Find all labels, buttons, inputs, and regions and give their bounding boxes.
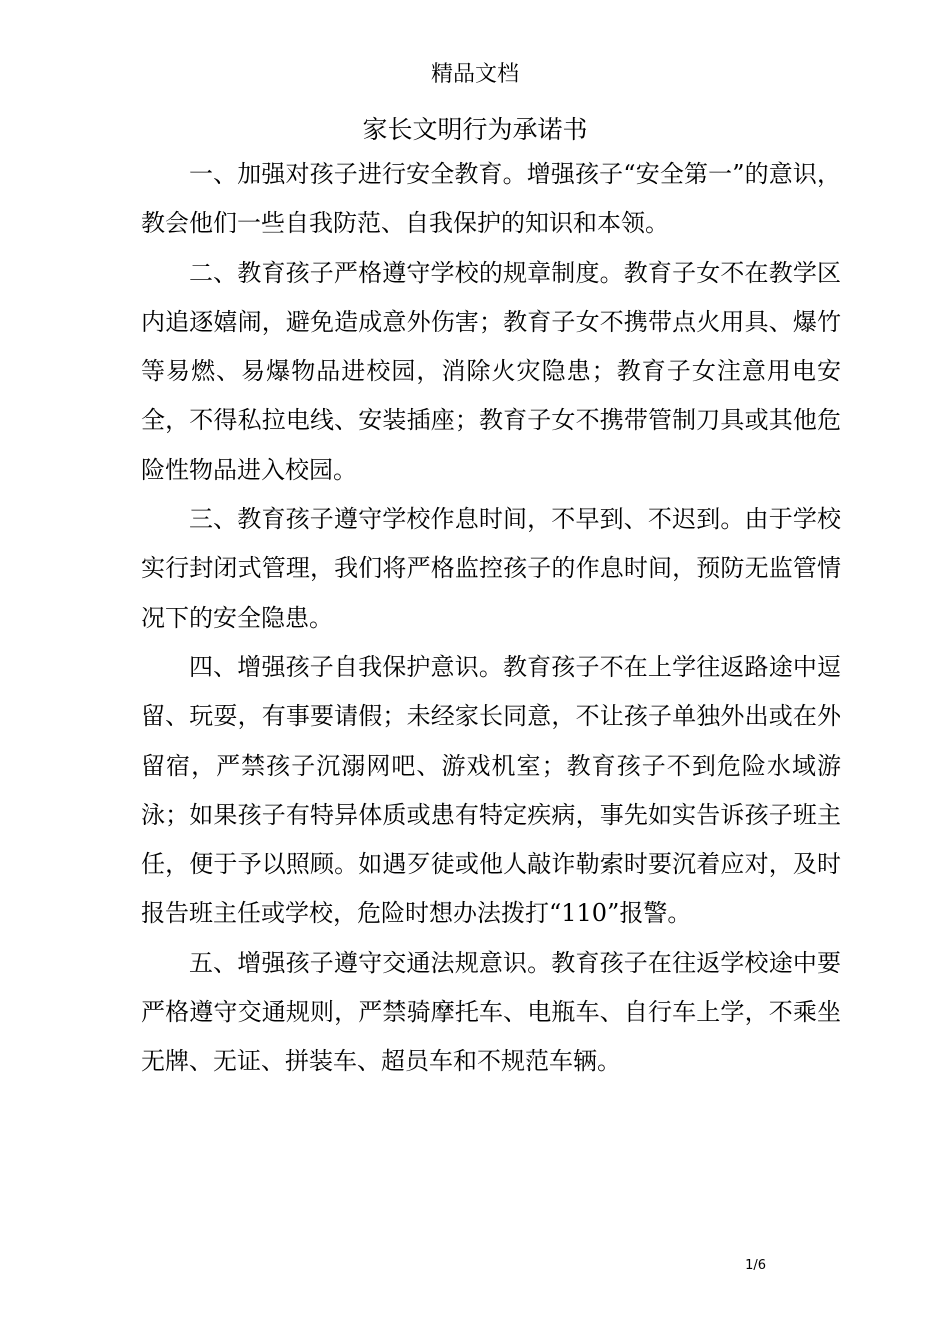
document-body <box>141 150 841 1087</box>
paragraph-1: 一、加强对孩子进行安全教育。增强孩子“安全第一”的意识，教会他们一些自我防范、自我保护的知识和本领。 <box>141 160 841 238</box>
page-header: 精品文档 <box>430 62 519 87</box>
paragraph-4: 四、增强孩子自我保护意识。教育孩子不在上学往返路途中逗留、玩耍，有事要请假；未经家长同意，不让孩子单独外出或在外留宿，严禁孩子沉溺网吧、游戏机室；教育孩子不到危险水域游泳；如果孩子有特异体质或患有特定疾病，事先如实告诉孩子班主任，便于予以照顾。如遇歹徒或他人敲诈勒索时要沉着应对，及时报告班主任或学校，危险时想办法拨打“110”报警。 <box>141 652 841 928</box>
page-number: 1/6 <box>745 1258 766 1273</box>
paragraph-5: 五、增强孩子遵守交通法规意识。教育孩子在往返学校途中要严格遵守交通规则，严禁骑摩托车、电瓶车、自行车上学，不乘坐无牌、无证、拼装车、超员车和不规范车辆。 <box>141 948 841 1076</box>
paragraph-3: 三、教育孩子遵守学校作息时间，不早到、不迟到。由于学校实行封闭式管理，我们将严格监控孩子的作息时间，预防无监管情况下的安全隐患。 <box>141 505 841 632</box>
paragraph-2: 二、教育孩子严格遵守学校的规章制度。教育子女不在教学区内追逐嬉闹，避免造成意外伤害；教育子女不携带点火用具、爆竹等易燃、易爆物品进校园，消除火灾隐患；教育子女注意用电安全，不得私拉电线、安装插座；教育子女不携带管制刀具或其他危险性物品进入校园。 <box>141 258 841 484</box>
document-title: 家长文明行为承诺书 <box>362 115 588 144</box>
